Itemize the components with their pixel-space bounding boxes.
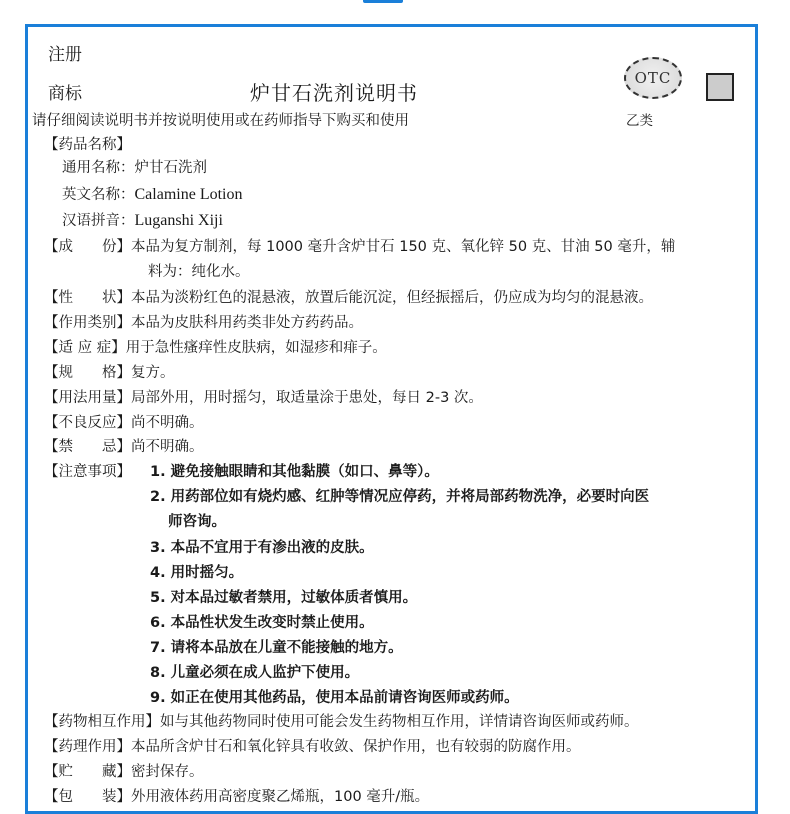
otc-class-label: 乙类 xyxy=(626,113,653,129)
section-ingredients-cont: 料为：纯化水。 xyxy=(148,264,250,280)
section-contraindications xyxy=(44,437,204,457)
drug-leaflet xyxy=(28,27,755,811)
section-ingredients xyxy=(44,237,675,257)
section-text: 本品所含炉甘石和氧化锌具有收敛、保护作用，也有较弱的防腐作用。 xyxy=(131,739,581,755)
section-text: 用于急性瘙痒性皮肤病，如湿疹和痱子。 xyxy=(125,340,387,356)
section-text: 本品为皮肤科用药类非处方药药品。 xyxy=(131,315,363,331)
precaution-item-2-cont: 师咨询。 xyxy=(168,514,226,530)
section-text: 复方。 xyxy=(131,365,175,381)
otc-badge-text: OTC xyxy=(634,69,672,87)
section-text: 本品为淡粉红色的混悬液，放置后能沉淀，但经振摇后，仍应成为均匀的混悬液。 xyxy=(131,290,653,306)
stamp-icon xyxy=(706,73,734,101)
generic-name-label: 通用名称： xyxy=(62,160,135,176)
drug-name-heading: 【药品名称】 xyxy=(44,137,131,153)
section-label: 【作用类别】 xyxy=(44,315,131,331)
english-name-value: Calamine Lotion xyxy=(134,186,243,203)
precaution-item-7: 7. 请将本品放在儿童不能接触的地方。 xyxy=(150,640,403,656)
otc-badge-icon xyxy=(624,57,682,99)
section-label: 【适 应 症】 xyxy=(44,340,126,356)
usage-notice: 请仔细阅读说明书并按说明使用或在药师指导下购买和使用 xyxy=(32,113,409,129)
section-indications xyxy=(44,338,387,358)
section-text: 外用液体药用高密度聚乙烯瓶，100 毫升/瓶。 xyxy=(131,789,430,805)
section-specification xyxy=(44,363,175,383)
page-title: 炉甘石洗剂说明书 xyxy=(250,81,418,105)
section-text: 尚不明确。 xyxy=(131,415,204,431)
section-text: 尚不明确。 xyxy=(131,439,204,455)
section-label: 【包 装】 xyxy=(44,789,131,805)
precaution-item-4: 4. 用时摇匀。 xyxy=(150,565,244,581)
section-text: 本品为复方制剂，每 1000 毫升含炉甘石 150 克、氧化锌 50 克、甘油 50 毫升，辅 xyxy=(131,239,676,255)
pinyin-name-row xyxy=(62,211,223,231)
section-label: 【贮 藏】 xyxy=(44,764,131,780)
section-dosage xyxy=(44,388,483,408)
section-label: 【规 格】 xyxy=(44,365,131,381)
section-category xyxy=(44,313,363,333)
pinyin-value: Luganshi Xiji xyxy=(134,212,223,229)
precaution-item-5: 5. 对本品过敏者禁用，过敏体质者慎用。 xyxy=(150,590,418,606)
english-name-row xyxy=(62,185,242,205)
section-label: 【禁 忌】 xyxy=(44,439,131,455)
english-name-label: 英文名称： xyxy=(62,187,135,203)
section-packaging xyxy=(44,787,429,807)
section-text: 局部外用，用时摇匀，取适量涂于患处，每日 2-3 次。 xyxy=(131,390,483,406)
section-label: 【不良反应】 xyxy=(44,415,131,431)
precaution-item-3: 3. 本品不宜用于有渗出液的皮肤。 xyxy=(150,540,374,556)
precaution-item-2: 2. 用药部位如有烧灼感、红肿等情况应停药，并将局部药物洗净，必要时向医 xyxy=(150,489,650,505)
top-tab-indicator xyxy=(363,0,403,3)
section-label: 【药理作用】 xyxy=(44,739,131,755)
section-label: 【性 状】 xyxy=(44,290,131,306)
trademark-label: 商标 xyxy=(48,84,82,104)
section-label: 【用法用量】 xyxy=(44,390,131,406)
section-storage xyxy=(44,762,204,782)
precaution-item-9: 9. 如正在使用其他药品，使用本品前请咨询医师或药师。 xyxy=(150,690,519,706)
generic-name-row xyxy=(62,158,207,178)
precaution-item-8: 8. 儿童必须在成人监护下使用。 xyxy=(150,665,360,681)
section-label: 【药物相互作用】 xyxy=(44,714,160,730)
generic-name-value: 炉甘石洗剂 xyxy=(134,160,207,176)
pinyin-label: 汉语拼音： xyxy=(62,213,135,229)
section-label: 【成 份】 xyxy=(44,239,131,255)
document-frame xyxy=(25,24,758,814)
section-appearance xyxy=(44,288,653,308)
section-text: 密封保存。 xyxy=(131,764,204,780)
section-text: 如与其他药物同时使用可能会发生药物相互作用，详情请咨询医师或药师。 xyxy=(160,714,639,730)
precaution-item-6: 6. 本品性状发生改变时禁止使用。 xyxy=(150,615,374,631)
section-interactions xyxy=(44,712,639,732)
section-precautions-label: 【注意事项】 xyxy=(44,464,131,480)
section-pharmacology xyxy=(44,737,581,757)
section-adverse-reactions xyxy=(44,413,204,433)
precaution-item-1: 1. 避免接触眼睛和其他黏膜（如口、鼻等）。 xyxy=(150,464,439,480)
registration-label: 注册 xyxy=(48,45,82,65)
